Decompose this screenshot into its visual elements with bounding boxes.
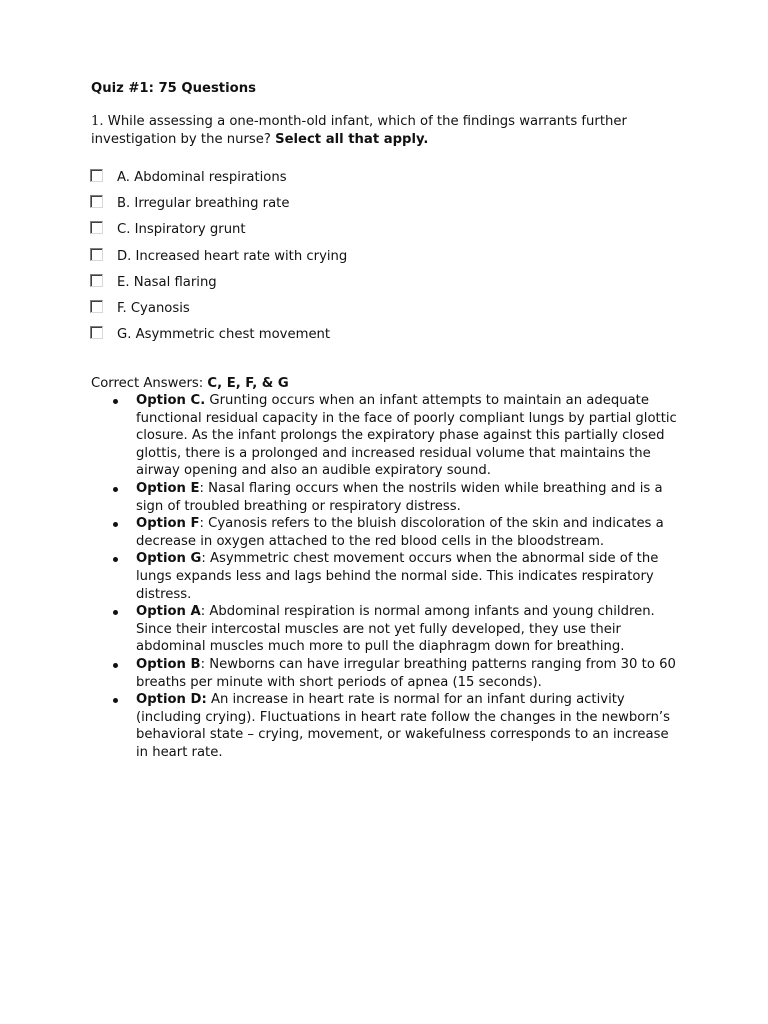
- explanation-item: [113, 392, 683, 480]
- checkbox-icon[interactable]: [90, 300, 103, 313]
- checkbox-icon[interactable]: [90, 169, 103, 182]
- question-number: 1.: [91, 114, 104, 129]
- checkbox-icon[interactable]: [90, 248, 103, 261]
- explanation-text: : Cyanosis refers to the bluish discoloration of the skin and indicates a decrease in oxygen attached to the red blood cells in the bloodstream.: [136, 516, 664, 549]
- correct-answers-label: Correct Answers:: [91, 376, 204, 391]
- explanation-text: Grunting occurs when an infant attempts to maintain an adequate functional residual capacity in the face of poorly compliant lungs by partial glottic closure. As the infant prolongs the expiratory phase against this partially closed glottis, there is a prolonged and increased residual volume that maintains the airway opening and also an audible expiratory sound.: [136, 393, 677, 479]
- explanation-text: An increase in heart rate is normal for an infant during activity (including crying). Fluctuations in heart rate follow the changes in the newborn’s behavioral state – crying, movement, or wakefulness corresponds to an increase in heart rate.: [136, 692, 670, 760]
- bullet-icon: [113, 610, 118, 615]
- option-label: G. Asymmetric chest movement: [117, 327, 331, 343]
- bullet-icon: [113, 522, 118, 527]
- checkbox-icon[interactable]: [90, 274, 103, 287]
- explanation-list: [113, 392, 683, 761]
- explanation-item: [113, 515, 683, 550]
- explanation-item: [113, 550, 683, 603]
- explanation-option: Option C.: [136, 393, 206, 408]
- question-text: While assessing a one-month-old infant, which of the findings warrants further investigation by the nurse?: [91, 114, 627, 147]
- option-a[interactable]: [90, 167, 347, 193]
- option-label: C. Inspiratory grunt: [117, 222, 246, 238]
- correct-answers-values: C, E, F, & G: [207, 376, 289, 391]
- option-e[interactable]: [90, 272, 347, 298]
- option-label: A. Abdominal respirations: [117, 170, 287, 185]
- bullet-icon: [113, 663, 118, 668]
- explanation-item: [113, 603, 683, 656]
- option-label: B. Irregular breathing rate: [117, 196, 290, 212]
- correct-answers-heading: [91, 375, 289, 392]
- explanation-option: Option D:: [136, 692, 207, 708]
- option-d[interactable]: [90, 246, 347, 272]
- option-b[interactable]: [90, 193, 347, 219]
- bullet-icon: [113, 399, 118, 404]
- checkbox-icon[interactable]: [90, 326, 103, 339]
- explanation-item: [113, 691, 683, 761]
- explanation-option: Option G: [136, 551, 202, 567]
- bullet-icon: [113, 487, 118, 492]
- checkbox-icon[interactable]: [90, 221, 103, 234]
- option-g[interactable]: [90, 324, 347, 350]
- explanation-option: Option B: [136, 656, 201, 672]
- explanation-text: : Asymmetric chest movement occurs when the abnormal side of the lungs expands less and lags behind the normal side. This indicates respiratory distress.: [136, 551, 659, 602]
- question-instruction: Select all that apply.: [275, 131, 429, 147]
- explanation-text: : Abdominal respiration is normal among infants and young children. Since their intercostal muscles are not yet fully developed, they use their abdominal muscles much more to pull the diaphragm down for breathing.: [136, 604, 655, 655]
- answer-options: [90, 167, 347, 350]
- bullet-icon: [113, 698, 118, 703]
- explanation-item: [113, 656, 683, 691]
- option-c[interactable]: [90, 219, 347, 245]
- explanation-item: [113, 480, 683, 515]
- explanation-option: Option A: [136, 604, 201, 620]
- option-label: D. Increased heart rate with crying: [117, 248, 348, 264]
- question-1: [91, 113, 691, 148]
- explanation-text: : Newborns can have irregular breathing patterns ranging from 30 to 60 breaths per minute with short periods of apnea (15 seconds).: [136, 656, 676, 690]
- option-label: F. Cyanosis: [117, 300, 190, 316]
- bullet-icon: [113, 557, 118, 562]
- explanation-option: Option F: [136, 516, 200, 532]
- quiz-title: Quiz #1: 75 Questions: [91, 81, 256, 96]
- checkbox-icon[interactable]: [90, 195, 103, 208]
- option-f[interactable]: [90, 298, 347, 324]
- explanation-option: Option E: [136, 480, 200, 496]
- option-label: E. Nasal flaring: [117, 274, 217, 290]
- explanation-text: : Nasal flaring occurs when the nostrils widen while breathing and is a sign of troubled breathing or respiratory distress.: [136, 480, 663, 514]
